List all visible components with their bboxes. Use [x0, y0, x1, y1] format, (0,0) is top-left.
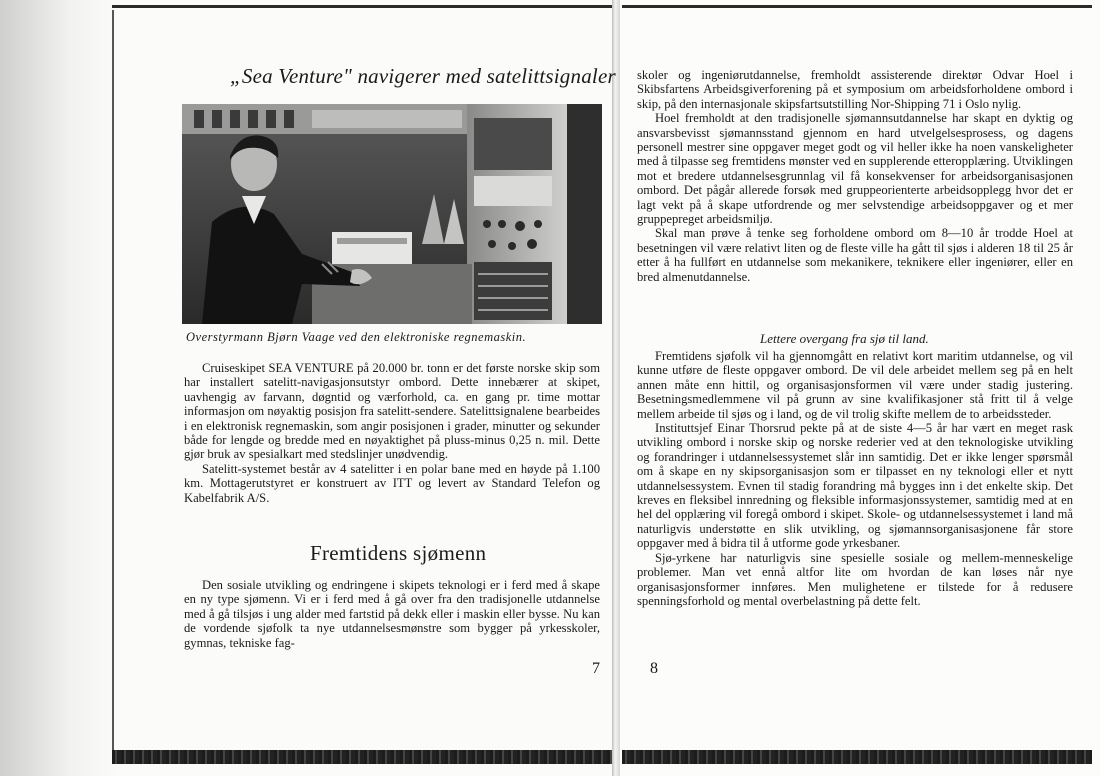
page-number-right: 8 — [650, 660, 658, 677]
paragraph: Skal man prøve å tenke seg forholdene ombord om 8—10 år trodde Hoel at besetningen vil være relativt liten og de fleste ville ha gått til sjøs i alderen 18 til 25 år etter å ha fullført en utdannelse som mekanikere, teknikere eller ingeniører, eller en bred almenutdannelse. — [637, 226, 1073, 284]
bottom-rule-right — [622, 750, 1092, 764]
paragraph: Sjø-yrkene har naturligvis sine spesielle sosiale og mellem-menneskelige problemer. Man vet ennå altfor lite om hvordan de kan løses når nye organisasjonsformer innføres. Men mulighetene er tilstede for å redusere spenningsforhold og mental overbelastning på dette felt. — [637, 550, 1073, 608]
right-column-top — [637, 68, 1073, 284]
paragraph: Fremtidens sjøfolk vil ha gjennomgått en relativt kort maritim utdannelse, og vil kunne utføre de fleste oppgaver ombord. De vil dele arbeidet mellem seg på en helt annen måte enn hittil, og organisasjonsformen vil være under stadig justering. Besetningsmedlemmene vil på grunn av sine kvalifikasjoner stå fritt til å velge mellem arbeide til sjøs og i land, og de vil trolig skifte mellem de to arbeidssteder. — [637, 349, 1073, 421]
section-heading: Fremtidens sjømenn — [310, 541, 487, 565]
binding-edge — [112, 10, 114, 750]
photo-graphic — [182, 104, 602, 324]
article-headline: „Sea Venture" navigerer med satelittsignaler — [230, 64, 616, 88]
paragraph: Hoel fremholdt at den tradisjonelle sjømannsutdannelse har skapt en dyktig og ansvarsbevisst sjømannsstand gjennom en hard utvelgelsesprosess, og dagens personell mestrer sine oppgaver meget godt og vil heller ikke ha noen vanskeligheter med å tilpasse seg fremtidens mønster ved en supplerende etteropplæring. Utviklingen mot et bredere utdannelsesgrunnlag vil få konsekvenser for arbeidsorganisasjonen ombord. Det pågår allerede forsøk med gruppeorienterte arbeidsopplegg hvor det er lagt vekt på å skape utfordrende og mer selvstendige arbeidsoppgaver og et mer gruppepreget arbeidsmiljø. — [637, 111, 1073, 227]
paragraph: Instituttsjef Einar Thorsrud pekte på at de siste 4—5 år har vært en meget rask utvikling ombord i norske skip og norske rederier ved at den teknologiske utvikling og forandringer i utdannelsessystemet slår inn samtidig. Det er ikke lenger spørsmål om å skape en ny skipsorganisasjon som er tilpasset en ny teknologi eller et nytt utdannelsessystem. Evnen til stadig forandring må bygges inn i det enkelte skip. Det kreves en fleksibel innredning og fleksible informasjonssystemer, samtidig med at en hel del opplæring vil foregå ombord i skipet. Skole- og utdannelsessystemet i land må naturligvis understøtte en slik utvikling, og sjømannsorganisasjonene får store oppgaver med å bidra til å utforme gode yrkesbaner. — [637, 421, 1073, 551]
top-rule-left — [112, 5, 612, 8]
page-number-left: 7 — [592, 660, 600, 677]
page-shadow — [0, 0, 118, 776]
bottom-rule-left — [112, 750, 612, 764]
intro-column — [184, 361, 600, 505]
right-column-bottom — [637, 349, 1073, 608]
section-column-left — [184, 578, 600, 650]
paragraph: Cruiseskipet SEA VENTURE på 20.000 br. tonn er det første norske skip som har installert satelitt-navigasjonsutstyr ombord. Dette innebærer at skipet, uavhengig av farvann, døgntid og værforhold, ca. en gang pr. time mottar informasjon om nøyaktig posisjon fra satelitt-sendere. Satelittsignalene bearbeides i en elektronisk regnemaskin, som angir posisjonen i grader, minutter og sekunder både for lengde og bredde med en nøyaktighet på pluss-minus 0,25 n. mil. Dette gjør bruk av spesialkart med stedslinjer unødvendig. — [184, 361, 600, 462]
photo-caption: Overstyrmann Bjørn Vaage ved den elektroniske regnemaskin. — [186, 330, 527, 344]
paragraph: Satelitt-systemet består av 4 satelitter i en polar bane med en høyde på 1.100 km. Mottagerutstyret er konstruert av ITT og levert av Standard Telefon og Kabelfabrik A/S. — [184, 461, 600, 505]
photo-officer-navigation-computer — [182, 104, 602, 324]
subheading: Lettere overgang fra sjø til land. — [760, 331, 929, 346]
top-rule-right — [622, 5, 1092, 8]
paragraph: Den sosiale utvikling og endringene i skipets teknologi er i ferd med å skape en ny type sjømenn. Vi er i ferd med å gå over fra den tradisjonelle utdannelse med å gå tilsjøs i ung alder med fartstid på dekk eller i maskin eller bysse. Nu kan de vordende sjøfolk ta nye utdannelsesmønstre som bygger på yrkesskoler, gymnas, tekniske fag- — [184, 578, 600, 650]
book-gutter — [612, 0, 620, 776]
paragraph: skoler og ingeniørutdannelse, fremholdt assisterende direktør Odvar Hoel i Skibsfartens Arbeidsgiverforening på et symposium om arbeidsforholdene ombord i skip, på den internasjonale skipsfartsutstilling Nor-Shipping 71 i Oslo nylig. — [637, 68, 1073, 111]
